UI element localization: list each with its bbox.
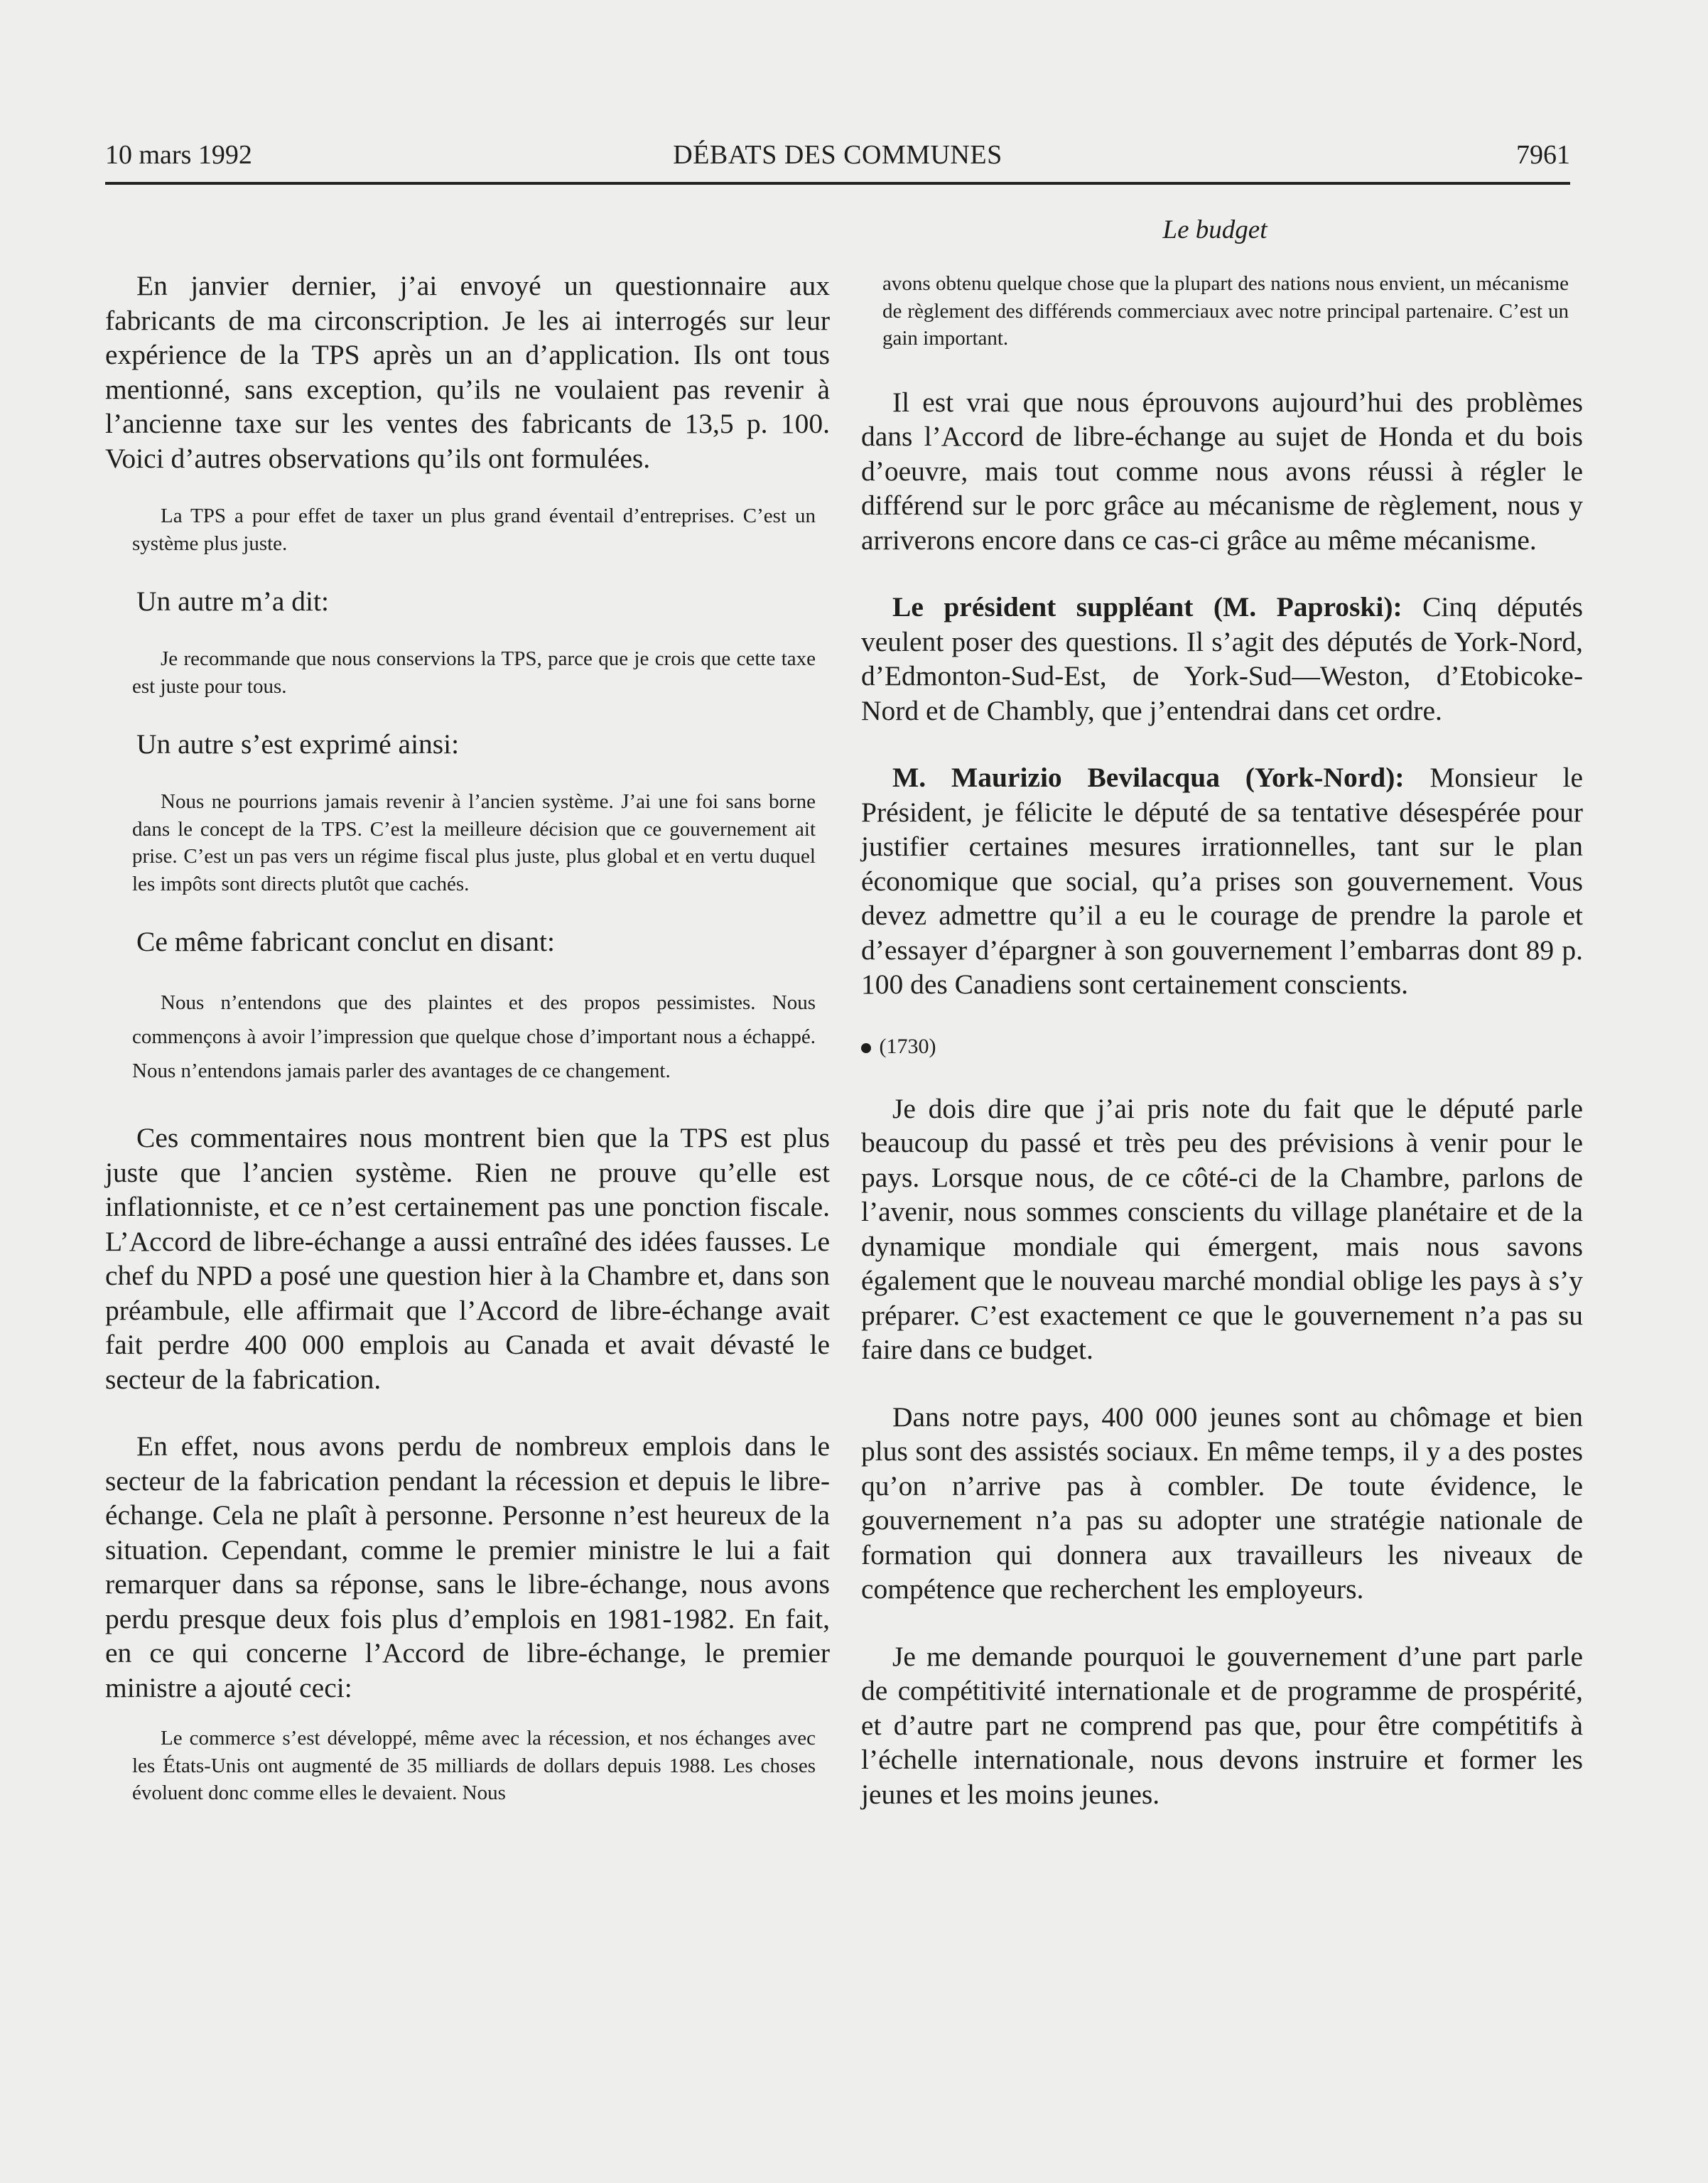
header-page-number: 7961 [1516, 140, 1570, 170]
speech-text: Monsieur le Président, je félicite le député de sa tentative désespérée pour justifier certaines mesures irrationnelles, tant sur le plan économique que social, qu’a prises son gouvernement. Vous devez admettre qu’il a eu le courage de prendre la parole et d’essayer d’épargner à son gouvernement l’embarras dont 89 p. 100 des Canadiens sont certainement conscients. [861, 762, 1583, 1000]
paragraph: Je dois dire que j’ai pris note du fait que le député parle beaucoup du passé et très peu des prévisions à venir pour le pays. Lorsque nous, de ce côté-ci de la Chambre, parlons de l’avenir, nous sommes conscients du village planétaire et de la dynamique mondiale qui émergent, mais nous savons également que le nouveau marché mondial oblige les pays à s’y préparer. C’est exactement ce que le gouvernement n’a pas su faire dans ce budget. [861, 1092, 1583, 1365]
paragraph: Dans notre pays, 400 000 jeunes sont au chômage et bien plus sont des assistés sociaux. En même temps, il y a des postes qu’on n’arrive pas à combler. De toute évidence, le gouvernement n’a pas su adopter une stratégie nationale de formation qui donnera aux travailleurs les niveaux de compétence que recherchent les employeurs. [861, 1401, 1583, 1605]
block-quote: Nous ne pourrions jamais revenir à l’ancien système. J’ai une foi sans borne dans le concept de la TPS. C’est la meilleure décision que ce gouvernement ait prise. C’est un pas vers un régime fiscal plus juste, plus global et en vertu duquel les impôts sont directs plutôt que cachés. [132, 790, 816, 895]
speech-paragraph [861, 760, 1583, 1002]
block-quote: Nous n’entendons que des plaintes et des propos pessimistes. Nous commençons à avoir l’impression que quelque chose d’important nous a échappé. Nous n’entendons jamais parler des avantages de ce changement. [132, 991, 816, 1082]
paragraph: En effet, nous avons perdu de nombreux emplois dans le secteur de la fabrication pendant la récession et depuis le libre-échange. Cela ne plaît à personne. Personne n’est heureux de la situation. Cependant, comme le premier ministre le lui a fait remarquer dans sa réponse, sans le libre-échange, nous avons perdu presque deux fois plus d’emplois en 1981-1982. En fait, en ce qui concerne l’Accord de libre-échange, le premier ministre a ajouté ceci: [105, 1430, 830, 1703]
quote-intro: Ce même fabricant conclut en disant: [136, 926, 555, 957]
section-title: Le budget [1162, 215, 1268, 244]
paragraph: Il est vrai que nous éprouvons aujourd’hui des problèmes dans l’Accord de libre-échange au sujet de Honda et du bois d’oeuvre, mais tout comme nous avons réussi à régler le différend sur le porc grâce au mécanisme de règlement, nous y arriverons encore dans ce cas-ci grâce au même mécanisme. [861, 386, 1583, 556]
right-column [861, 256, 1583, 1811]
bullet-icon [861, 1043, 871, 1053]
block-quote: Je recommande que nous conservions la TPS, parce que je crois que cette taxe est juste pour tous. [132, 647, 816, 698]
speaker-name: Le président suppléant (M. Paproski): [892, 591, 1402, 622]
speaker-name: M. Maurizio Bevilacqua (York-Nord): [892, 762, 1405, 793]
speech-text: Cinq députés veulent poser des questions. Il s’agit des députés de York-Nord, d’Edmonton-Sud-Est, de York-Sud—Weston, d’Etobicoke-Nord et de Chambly, que j’entendrai dans cet ordre. [861, 591, 1583, 726]
timestamp-text: (1730) [879, 1034, 936, 1058]
timestamp [861, 1035, 1583, 1059]
speech-paragraph [861, 590, 1583, 728]
page-header [105, 139, 1570, 185]
quote-intro: Un autre s’est exprimé ainsi: [136, 728, 460, 760]
block-quote: Le commerce s’est développé, même avec la récession, et nos échanges avec les États-Unis ont augmenté de 35 milliards de dollars depuis 1988. Les choses évoluent donc comme elles le devaient. Nous [132, 1727, 816, 1804]
header-title: DÉBATS DES COMMUNES [673, 140, 1002, 170]
paragraph: Je me demande pourquoi le gouvernement d’une part parle de compétitivité internationale et de programme de prospérité, et d’autre part ne comprend pas que, pour être compétitifs à l’échelle internationale, nous devons instruire et former les jeunes et les moins jeunes. [861, 1640, 1583, 1810]
header-date: 10 mars 1992 [105, 140, 252, 170]
paragraph: Ces commentaires nous montrent bien que la TPS est plus juste que l’ancien système. Rien ne prouve qu’elle est inflationniste, et ce n’est certainement pas une ponction fiscale. L’Accord de libre-échange a aussi entraîné des idées fausses. Le chef du NPD a posé une question hier à la Chambre et, dans son préambule, elle affirmait que l’Accord de libre-échange avait fait perdre 400 000 emplois au Canada et avait dévasté le secteur de la fabrication. [105, 1122, 830, 1395]
block-quote-continuation: avons obtenu quelque chose que la plupart des nations nous envient, un mécanisme de règlement des différends commerciaux avec notre principal partenaire. C’est un gain important. [882, 272, 1569, 350]
quote-intro: Un autre m’a dit: [136, 586, 329, 617]
paragraph: En janvier dernier, j’ai envoyé un questionnaire aux fabricants de ma circonscription. Je les ai interrogés sur leur expérience de la TPS après un an d’application. Ils ont tous mentionné, sans exception, qu’ils ne voulaient pas revenir à l’ancienne taxe sur les ventes des fabricants de 13,5 p. 100. Voici d’autres observations qu’ils ont formulées. [105, 270, 830, 474]
left-column [105, 256, 830, 1807]
block-quote: La TPS a pour effet de taxer un plus grand éventail d’entreprises. C’est un système plus juste. [132, 505, 816, 555]
